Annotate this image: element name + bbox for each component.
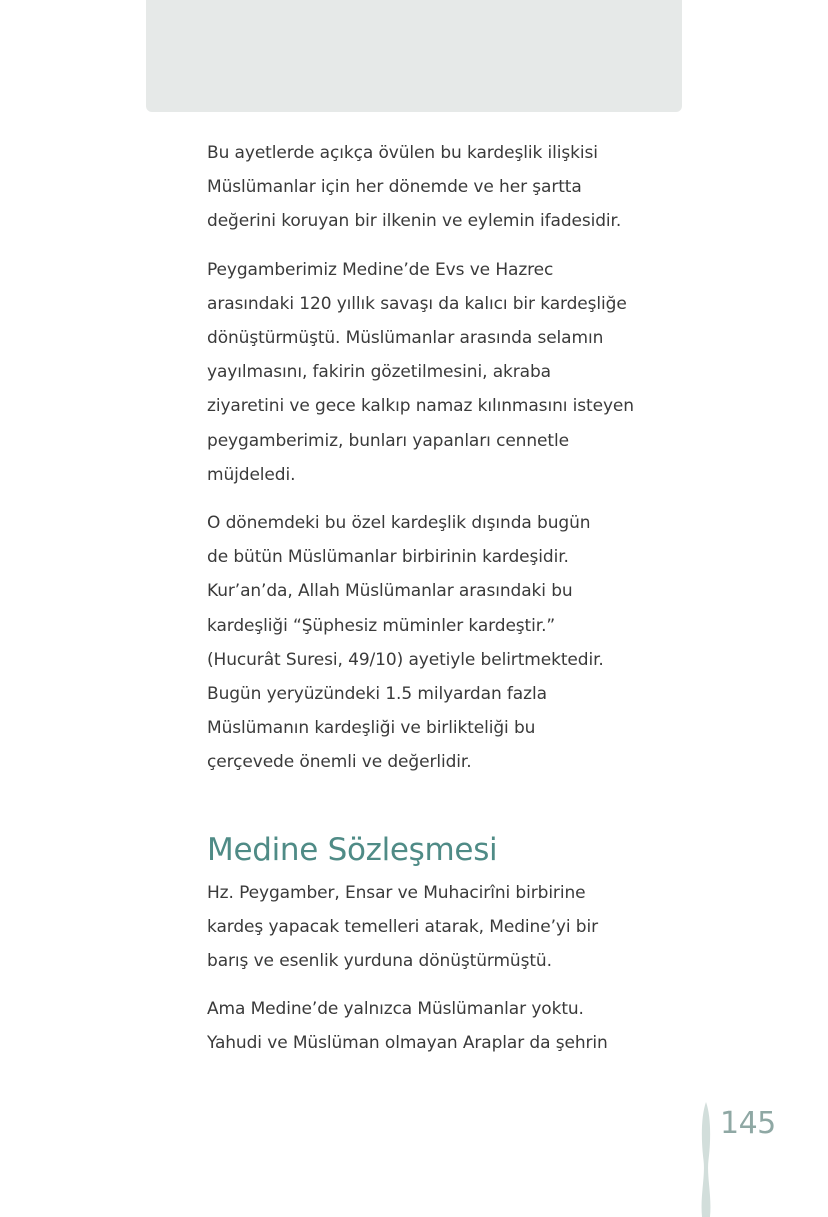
section-heading: Medine Sözleşmesi [207,831,498,868]
text-line: Kur’an’da, Allah Müslümanlar arasındaki bu [207,581,573,602]
text-line: Müslümanın kardeşliği ve birlikteliği bu [207,718,536,739]
text-line: barış ve esenlik yurduna dönüştürmüştü. [207,951,552,972]
text-line: çerçevede önemli ve değerlidir. [207,752,472,773]
text-line: ziyaretini ve gece kalkıp namaz kılınmasını isteyen [207,396,634,417]
text-line: Peygamberimiz Medine’de Evs ve Hazrec [207,259,554,280]
paragraph-brotherhood-praise [207,136,647,239]
paragraph-medina-population [207,992,647,1060]
text-line: dönüştürmüştü. Müslümanlar arasında selamın [207,328,604,349]
text-line: Yahudi ve Müslüman olmayan Araplar da şehrin [207,1033,608,1054]
text-line: değerini koruyan bir ilkenin ve eylemin ifadesidir. [207,211,622,232]
paragraph-evs-hazrec [207,253,647,492]
text-line: arasındaki 120 yıllık savaşı da kalıcı bir kardeşliğe [207,293,627,314]
text-line: kardeş yapacak temelleri atarak, Medine’yi bir [207,916,598,937]
text-line: de bütün Müslümanlar birbirinin kardeşidir. [207,547,569,568]
page-number: 145 [720,1106,776,1141]
paragraph-muslim-brotherhood-today [207,506,647,780]
text-line: Ama Medine’de yalnızca Müslümanlar yoktu. [207,999,584,1020]
page-marker-shape [702,1102,711,1217]
header-placeholder-box [146,0,682,112]
text-line: Müslümanlar için her dönemde ve her şartta [207,177,582,198]
text-line: kardeşliği “Şüphesiz müminler kardeştir.” [207,615,556,636]
text-line: peygamberimiz, bunları yapanları cennetle [207,430,569,451]
page-content [207,136,647,1075]
text-line: O dönemdeki bu özel kardeşlik dışında bugün [207,513,591,534]
page-marker-decoration [698,1102,714,1217]
text-line: yayılmasını, fakirin gözetilmesini, akraba [207,362,551,383]
text-line: Bugün yeryüzündeki 1.5 milyardan fazla [207,684,547,705]
text-line: müjdeledi. [207,464,296,485]
text-line: (Hucurât Suresi, 49/10) ayetiyle belirtmektedir. [207,649,604,670]
paragraph-medina-peace [207,876,647,979]
text-line: Hz. Peygamber, Ensar ve Muhacirîni birbirine [207,882,586,903]
text-line: Bu ayetlerde açıkça övülen bu kardeşlik ilişkisi [207,143,598,163]
